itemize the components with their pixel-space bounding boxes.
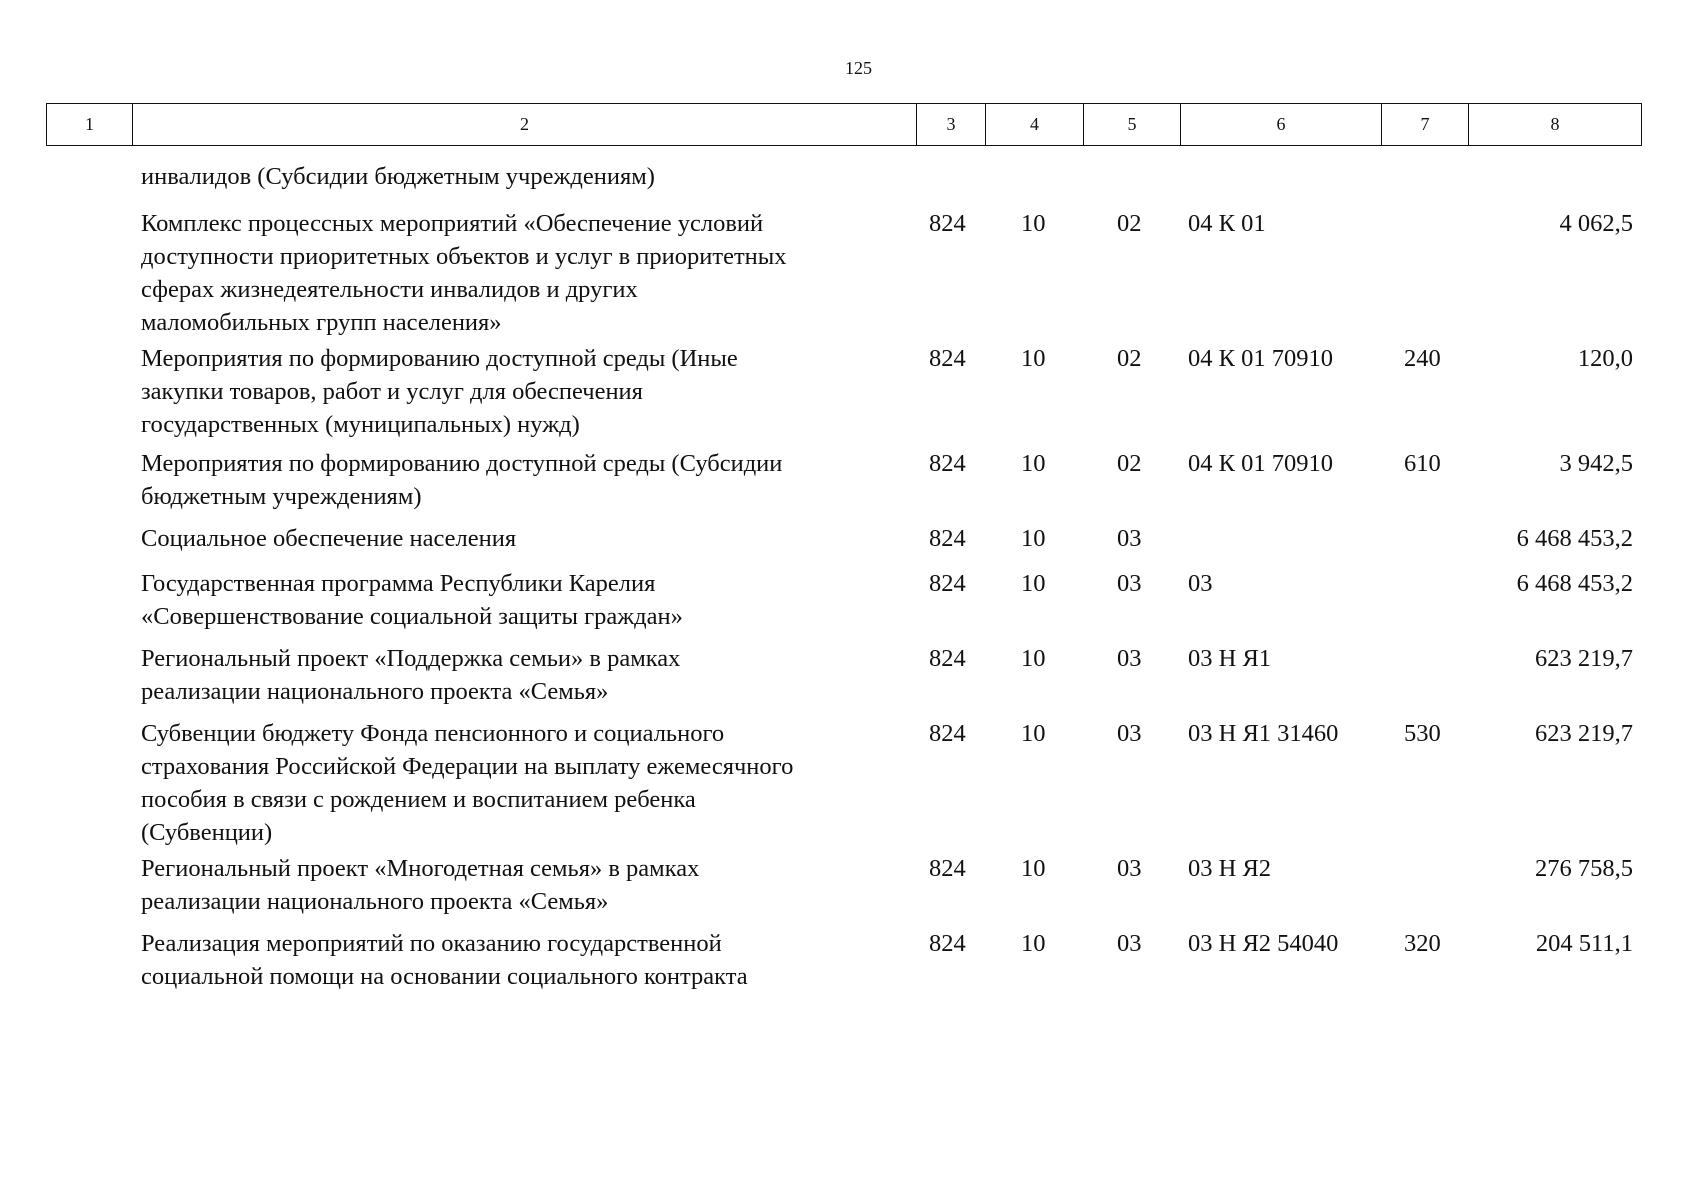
subsection-code: 03 xyxy=(1117,930,1142,957)
ministry-code: 824 xyxy=(929,855,966,882)
description-line: (Субвенции) xyxy=(141,819,273,846)
amount: 6 468 453,2 xyxy=(1516,570,1633,597)
section-code: 10 xyxy=(1021,525,1046,552)
ministry-code: 824 xyxy=(929,570,966,597)
ministry-code: 824 xyxy=(929,450,966,477)
section-code: 10 xyxy=(1021,720,1046,747)
description-line: инвалидов (Субсидии бюджетным учреждениям) xyxy=(141,163,655,190)
description-line: реализации национального проекта «Семья» xyxy=(141,678,609,705)
amount: 3 942,5 xyxy=(1559,450,1633,477)
target-article-code: 03 Н Я1 xyxy=(1188,645,1272,672)
target-article-code: 03 Н Я1 31460 xyxy=(1188,720,1339,747)
column-number-5: 5 xyxy=(1084,104,1181,146)
row-description xyxy=(141,642,921,708)
column-number-8: 8 xyxy=(1469,104,1642,146)
target-article-code: 04 К 01 70910 xyxy=(1188,345,1333,372)
subsection-code: 02 xyxy=(1117,345,1142,372)
subsection-code: 03 xyxy=(1117,720,1142,747)
amount: 623 219,7 xyxy=(1535,720,1633,747)
ministry-code: 824 xyxy=(929,525,966,552)
column-number-3: 3 xyxy=(917,104,986,146)
target-article-code: 04 К 01 70910 xyxy=(1188,450,1333,477)
description-line: маломобильных групп населения» xyxy=(141,309,502,336)
target-article-code: 04 К 01 xyxy=(1188,210,1266,237)
target-article-code: 03 Н Я2 54040 xyxy=(1188,930,1339,957)
column-number-4: 4 xyxy=(986,104,1084,146)
subsection-code: 03 xyxy=(1117,645,1142,672)
description-line: социальной помощи на основании социального контракта xyxy=(141,963,748,990)
target-article-code: 03 Н Я2 xyxy=(1188,855,1272,882)
expense-type-code: 610 xyxy=(1404,450,1441,477)
row-description xyxy=(141,567,921,633)
amount: 120,0 xyxy=(1577,345,1633,372)
subsection-code: 03 xyxy=(1117,525,1142,552)
row-description xyxy=(141,207,921,339)
row-description xyxy=(141,342,921,441)
description-line: бюджетным учреждениям) xyxy=(141,483,422,510)
description-line: «Совершенствование социальной защиты граждан» xyxy=(141,603,683,630)
description-line: Мероприятия по формированию доступной среды (Субсидии xyxy=(141,450,783,477)
column-number-7: 7 xyxy=(1382,104,1469,146)
ministry-code: 824 xyxy=(929,210,966,237)
row-description xyxy=(141,447,921,513)
row-description xyxy=(141,927,921,993)
ministry-code: 824 xyxy=(929,645,966,672)
amount: 6 468 453,2 xyxy=(1516,525,1633,552)
description-line: доступности приоритетных объектов и услуг в приоритетных xyxy=(141,243,787,270)
row-description xyxy=(141,160,921,193)
description-line: закупки товаров, работ и услуг для обеспечения xyxy=(141,378,643,405)
section-code: 10 xyxy=(1021,450,1046,477)
expense-type-code: 240 xyxy=(1404,345,1441,372)
ministry-code: 824 xyxy=(929,930,966,957)
description-line: Региональный проект «Поддержка семьи» в рамках xyxy=(141,645,681,672)
section-code: 10 xyxy=(1021,345,1046,372)
description-line: пособия в связи с рождением и воспитанием ребенка xyxy=(141,786,696,813)
subsection-code: 02 xyxy=(1117,450,1142,477)
expense-type-code: 320 xyxy=(1404,930,1441,957)
subsection-code: 03 xyxy=(1117,570,1142,597)
description-line: Комплекс процессных мероприятий «Обеспечение условий xyxy=(141,210,764,237)
subsection-code: 02 xyxy=(1117,210,1142,237)
description-line: Реализация мероприятий по оказанию государственной xyxy=(141,930,722,957)
amount: 204 511,1 xyxy=(1535,930,1633,957)
description-line: государственных (муниципальных) нужд) xyxy=(141,411,580,438)
column-number-2: 2 xyxy=(133,104,917,146)
description-line: Социальное обеспечение населения xyxy=(141,525,517,552)
description-line: Мероприятия по формированию доступной среды (Иные xyxy=(141,345,738,372)
description-line: сферах жизнедеятельности инвалидов и других xyxy=(141,276,638,303)
section-code: 10 xyxy=(1021,930,1046,957)
table-header xyxy=(46,103,1642,146)
page-number: 125 xyxy=(845,58,872,78)
column-number-6: 6 xyxy=(1181,104,1382,146)
amount: 623 219,7 xyxy=(1535,645,1633,672)
description-line: страхования Российской Федерации на выплату ежемесячного xyxy=(141,753,794,780)
amount: 276 758,5 xyxy=(1535,855,1633,882)
section-code: 10 xyxy=(1021,210,1046,237)
column-number-1: 1 xyxy=(47,104,133,146)
description-line: реализации национального проекта «Семья» xyxy=(141,888,609,915)
table-header-row xyxy=(47,104,1642,146)
ministry-code: 824 xyxy=(929,345,966,372)
row-description xyxy=(141,852,921,918)
description-line: Региональный проект «Многодетная семья» в рамках xyxy=(141,855,700,882)
section-code: 10 xyxy=(1021,855,1046,882)
row-description xyxy=(141,522,921,555)
amount: 4 062,5 xyxy=(1559,210,1633,237)
row-description xyxy=(141,717,921,849)
target-article-code: 03 xyxy=(1188,570,1213,597)
section-code: 10 xyxy=(1021,570,1046,597)
section-code: 10 xyxy=(1021,645,1046,672)
ministry-code: 824 xyxy=(929,720,966,747)
expense-type-code: 530 xyxy=(1404,720,1441,747)
description-line: Государственная программа Республики Карелия xyxy=(141,570,656,597)
subsection-code: 03 xyxy=(1117,855,1142,882)
description-line: Субвенции бюджету Фонда пенсионного и социального xyxy=(141,720,725,747)
